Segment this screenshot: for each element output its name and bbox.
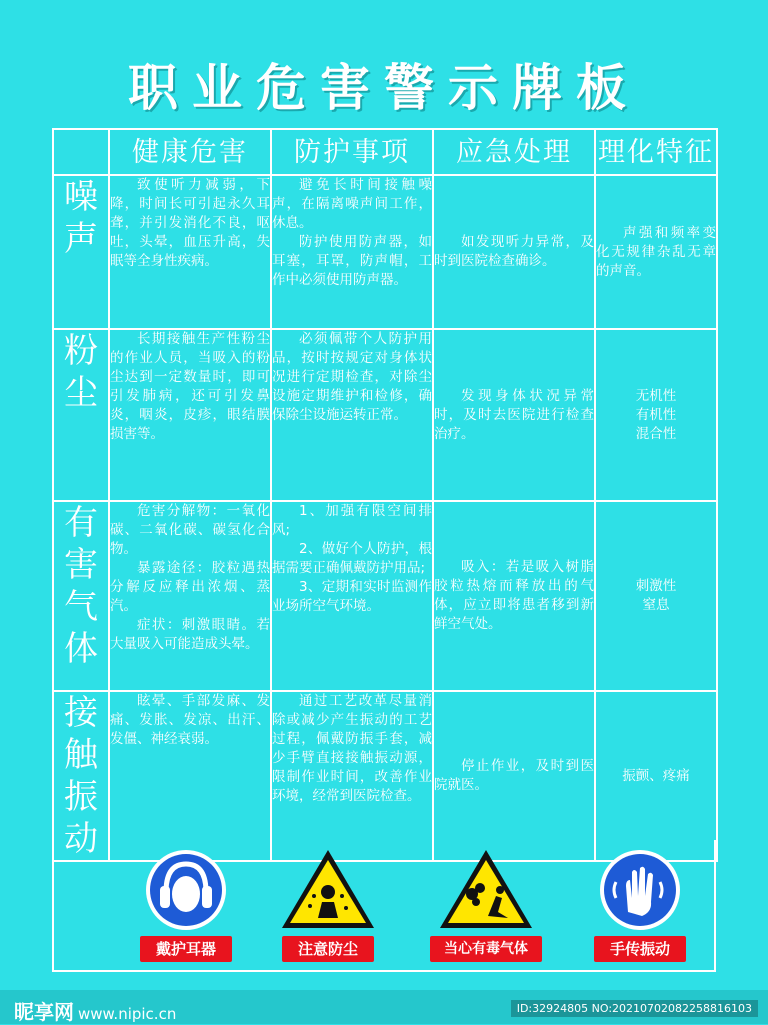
sign-hand-vibration bbox=[570, 840, 710, 972]
ear-protector-icon bbox=[136, 846, 236, 934]
header-health: 健康危害 bbox=[109, 129, 271, 175]
cell-text: 2、做好个人防护，根据需要正确佩戴防护用品; bbox=[272, 541, 432, 576]
sign-dust-warning bbox=[258, 840, 398, 972]
watermark-url: www.nipic.cn bbox=[78, 1005, 177, 1023]
sign-label: 当心有毒气体 bbox=[430, 936, 542, 962]
cell-text: 必须佩带个人防护用品，按时按规定对身体状况进行定期检查，对除尘设施定期维护和检修，确保除尘设施运转正常。 bbox=[272, 331, 432, 423]
row-label-char: 尘 bbox=[64, 373, 98, 413]
table-header-row bbox=[53, 129, 717, 175]
cell-emergency bbox=[433, 175, 595, 329]
corner-cell bbox=[53, 129, 109, 175]
cell-protection bbox=[271, 329, 433, 501]
header-protection: 防护事项 bbox=[271, 129, 433, 175]
cell-text: 吸入：若是吸入树脂胶粒热熔而释放出的气体，应立即将患者移到新鲜空气处。 bbox=[434, 559, 594, 632]
cell-text: 眩晕、手部发麻、发痛、发胀、发凉、出汗、发僵、神经衰弱。 bbox=[110, 693, 270, 747]
cell-text: 防护使用防声器，如耳塞，耳罩，防声帽，工作中必须使用防声器。 bbox=[272, 234, 432, 288]
cell-property bbox=[595, 691, 717, 861]
row-label-text bbox=[54, 692, 108, 860]
cell-text: 窒息 bbox=[642, 597, 670, 613]
header-property: 理化特征 bbox=[595, 129, 717, 175]
watermark-id: ID:32924805 NO:20210702082258816103 bbox=[511, 1000, 758, 1017]
cell-text: 危害分解物：一氧化碳、二氧化碳、碳氢化合物。 bbox=[110, 503, 270, 557]
cell-text: 振颤、疼痛 bbox=[622, 767, 690, 784]
cell-emergency bbox=[433, 329, 595, 501]
cell-health bbox=[109, 691, 271, 861]
row-label-char: 噪 bbox=[64, 177, 98, 217]
table-row bbox=[53, 175, 717, 329]
cell-emergency bbox=[433, 501, 595, 691]
cell-emergency bbox=[433, 691, 595, 861]
cell-health bbox=[109, 329, 271, 501]
cell-text: 如发现听力异常，及时到医院检查确诊。 bbox=[434, 234, 594, 269]
page-title: 职业危害警示牌板 bbox=[128, 59, 640, 117]
cell-text: 无机性 bbox=[635, 387, 677, 404]
row-label-toxic-gas bbox=[53, 501, 109, 691]
hand-vibration-icon bbox=[590, 846, 690, 934]
cell-health bbox=[109, 501, 271, 691]
row-label-char: 声 bbox=[64, 219, 98, 259]
safety-signs-panel bbox=[52, 840, 716, 972]
cell-text: 症状：刺激眼睛。若大量吸入可能造成头晕。 bbox=[110, 617, 270, 652]
cell-property bbox=[595, 329, 717, 501]
row-label-text bbox=[54, 176, 108, 260]
dust-warning-icon bbox=[278, 846, 378, 934]
cell-text: 避免长时间接触噪声，在隔离噪声间工作，休息。 bbox=[272, 177, 432, 231]
cell-protection bbox=[271, 691, 433, 861]
row-label-char: 触 bbox=[64, 735, 98, 775]
sign-ear-protector bbox=[116, 840, 256, 972]
row-label-vibration bbox=[53, 691, 109, 861]
table-row bbox=[53, 691, 717, 861]
row-label-char: 气 bbox=[64, 587, 98, 627]
cell-protection bbox=[271, 175, 433, 329]
sign-label: 手传振动 bbox=[594, 936, 686, 962]
row-label-dust bbox=[53, 329, 109, 501]
cell-protection bbox=[271, 501, 433, 691]
sign-toxic-gas-warning bbox=[416, 840, 556, 972]
cell-text: 声强和频率变化无规律杂乱无章的声音。 bbox=[596, 224, 716, 279]
toxic-gas-warning-icon bbox=[436, 846, 536, 934]
sign-label: 戴护耳器 bbox=[140, 936, 232, 962]
row-label-text bbox=[54, 330, 108, 414]
sign-label: 注意防尘 bbox=[282, 936, 374, 962]
cell-text: 致使听力减弱，下降，时间长可引起永久耳聋，并引发消化不良，呕吐，头晕，血压升高，失眠等全身性疾病。 bbox=[110, 177, 270, 269]
row-label-char: 害 bbox=[64, 545, 98, 585]
cell-health bbox=[109, 175, 271, 329]
row-label-char: 接 bbox=[64, 693, 98, 733]
cell-property bbox=[595, 501, 717, 691]
hazard-table bbox=[52, 128, 718, 862]
cell-text: 暴露途径：胶粒遇热分解反应释出浓烟、蒸汽。 bbox=[110, 560, 270, 614]
header-emergency: 应急处理 bbox=[433, 129, 595, 175]
watermark-logo bbox=[14, 996, 176, 1025]
table-row bbox=[53, 329, 717, 501]
row-label-char: 体 bbox=[64, 629, 98, 669]
cell-text: 通过工艺改革尽量消除或减少产生振动的工艺过程，佩戴防振手套，减少手臂直接接触振动源，限制作业时间，改善作业环境，经常到医院检查。 bbox=[272, 693, 432, 804]
cell-text: 长期接触生产性粉尘的作业人员，当吸入的粉尘达到一定数量时，即可引发肺病，还可引发鼻炎，咽炎，皮疹，眼结膜损害等。 bbox=[110, 331, 270, 442]
cell-text: 3、定期和实时监测作业场所空气环境。 bbox=[272, 579, 432, 614]
cell-text: 刺激性 bbox=[635, 578, 677, 594]
row-label-char: 动 bbox=[64, 819, 98, 859]
cell-property bbox=[595, 175, 717, 329]
row-label-char: 粉 bbox=[64, 331, 98, 371]
cell-text: 混合性 bbox=[635, 425, 677, 442]
table-row bbox=[53, 501, 717, 691]
row-label-text bbox=[54, 502, 108, 670]
cell-text: 有机性 bbox=[635, 406, 677, 423]
row-label-char: 有 bbox=[64, 503, 98, 543]
watermark-logo-text: 昵享网 bbox=[14, 1000, 74, 1024]
cell-text: 发现身体状况异常时，及时去医院进行检查治疗。 bbox=[434, 387, 594, 442]
row-label-noise bbox=[53, 175, 109, 329]
cell-text: 停止作业，及时到医院就医。 bbox=[434, 758, 594, 793]
cell-text: 1、加强有限空间排风; bbox=[272, 503, 432, 538]
row-label-char: 振 bbox=[64, 777, 98, 817]
